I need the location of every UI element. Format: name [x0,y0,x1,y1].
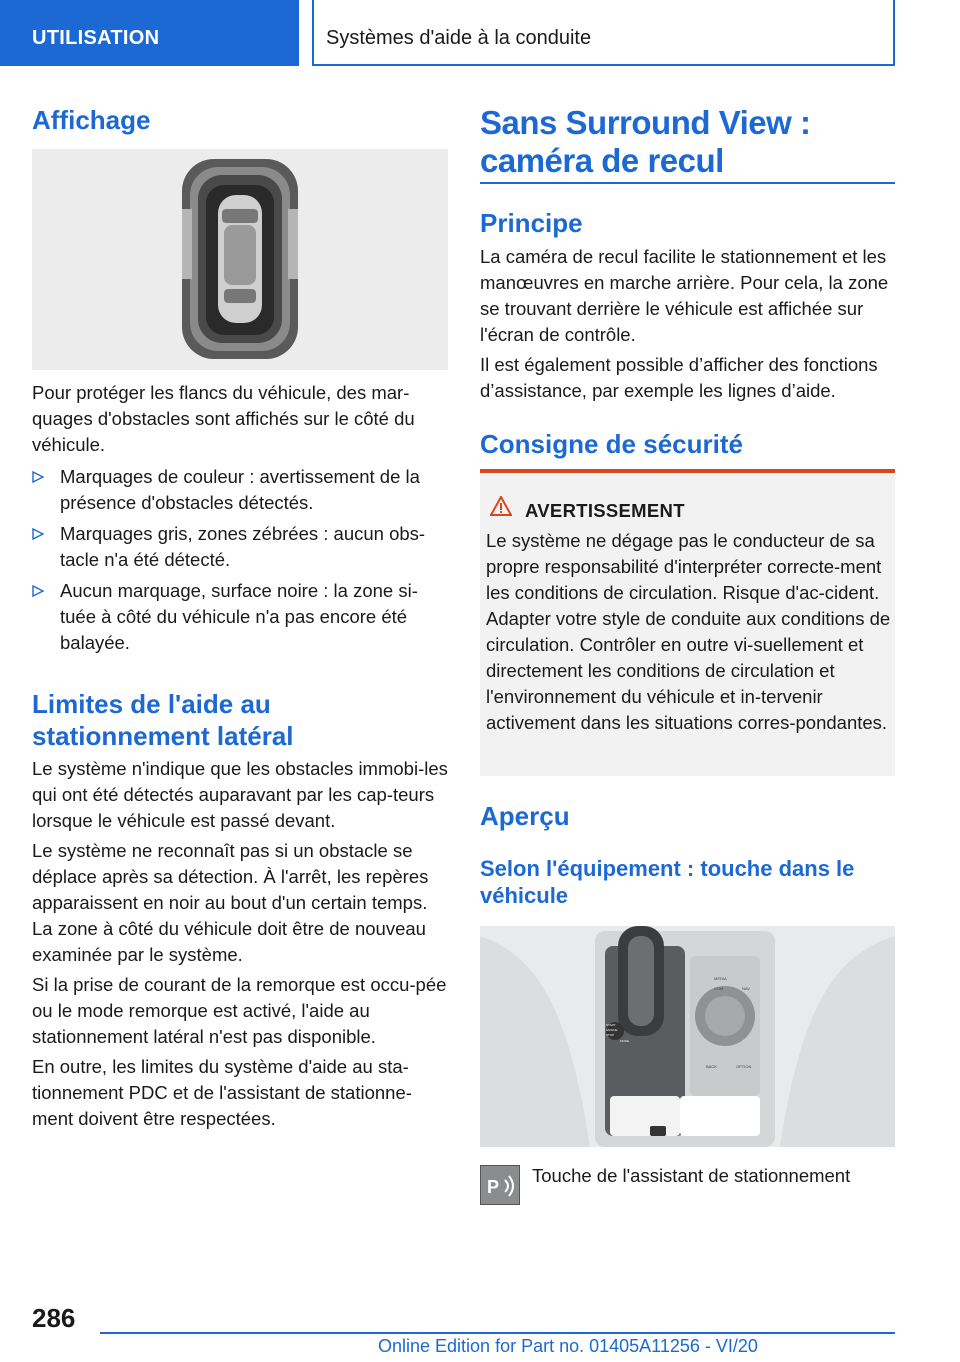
limits-heading-line2: stationnement latéral [32,721,294,751]
button-caption: Touche de l'assistant de stationnement [532,1165,851,1186]
triangle-right-icon [32,528,44,540]
principe-paragraph-1: La caméra de recul facilite le stationnement et les manœuvres en marche arrière. Pour cela, la zone se trouvant derrière le véhicule est affichée sur l'écran de contrôle. [480,246,889,345]
limits-paragraph-4: En outre, les limites du système d'aide au sta-tionnement PDC et de l'assistant de stationne-ment doivent être respectées. [32,1056,412,1129]
bullet-none [32,578,448,656]
com-label: COM [714,986,724,991]
edition-note: Online Edition for Part no. 01405A11256 - VI/20 [378,1336,758,1356]
warning-triangle-icon [490,496,512,516]
mode-label: MODE [620,1039,629,1043]
start-label: START [606,1023,616,1027]
heading-rule [480,182,895,184]
affichage-heading: Affichage [32,105,151,135]
affichage-text: Pour protéger les flancs du véhicule, des mar-quages d'obstacles sont affichés sur le côté du véhicule. [32,382,415,455]
bullet-text: Marquages gris, zones zébrées : aucun obs-tacle n'a été détecté. [60,523,426,570]
park-assist-icon [480,1165,520,1205]
apercu-heading: Aperçu [480,801,570,831]
main-heading-line1: Sans Surround View : [480,104,811,141]
limits-heading [32,688,448,752]
equipment-heading-line2: véhicule [480,883,569,908]
bullet-grey [32,521,448,573]
section-label: UTILISATION [32,27,160,49]
engine-label: ENGINE [606,1028,618,1032]
limits-paragraph-2: Le système ne reconnaît pas si un obstacle se déplace après sa détection. À l'arrêt, les repères apparaissent en noir au bout d'un certain temps. La zone à côté du véhicule doit être de nouveau examinée par le système. [32,840,429,965]
stop-label: STOP [606,1033,615,1037]
triangle-right-icon [32,471,44,483]
center-console-image [480,926,895,1147]
nav-label: NAV [742,986,750,991]
footer-rule [100,1332,895,1334]
media-label: MEDIA [714,976,727,981]
equipment-heading-line1: Selon l'équipement : touche dans le [480,856,855,881]
section-tab [0,0,299,66]
limits-heading-line1: Limites de l'aide au [32,689,271,719]
chapter-label: Systèmes d'aide à la conduite [326,27,592,49]
svg-text:P: P [487,1177,500,1197]
triangle-right-icon [32,585,44,597]
limits-paragraph-1: Le système n'indique que les obstacles immobi-les qui ont été détectés auparavant par les cap-teurs lorsque le véhicule est passé devant. [32,758,448,831]
limits-paragraph-3: Si la prise de courant de la remorque est occu-pée ou le mode remorque est activé, l'aide au stationnement latéral n'est pas disponible. [32,974,447,1047]
bullet-text: Marquages de couleur : avertissement de la présence d'obstacles détectés. [60,466,420,513]
option-label: OPTION [736,1064,752,1069]
chapter-tab [312,0,895,66]
main-heading [480,104,895,180]
bullet-colored [32,464,448,516]
side-view-display-image [32,149,448,370]
main-heading-line2: caméra de recul [480,142,724,179]
principe-heading: Principe [480,208,583,238]
securite-heading: Consigne de sécurité [480,429,743,459]
warning-label: AVERTISSEMENT [525,500,685,521]
equipment-heading [480,855,895,909]
warning-box [480,469,895,776]
page-number: 286 [32,1303,76,1333]
bullet-text: Aucun marquage, surface noire : la zone si-tuée à côté du véhicule n'a pas encore été balayée. [60,580,418,653]
principe-paragraph-2: Il est également possible d’afficher des fonctions d’assistance, par exemple les lignes d’aide. [480,354,878,401]
back-label: BACK [706,1064,717,1069]
warning-text: Le système ne dégage pas le conducteur de sa propre responsabilité d'interpréter correcte-ment les conditions de circulation. Risque d'ac-cident. Adapter votre style de conduite aux conditions de circulation. Contrôler en outre vi-suellement et directement les conditions de circulation et l'environnement du véhicule et in-tervenir activement dans les situations corres-pondantes. [486,530,891,733]
